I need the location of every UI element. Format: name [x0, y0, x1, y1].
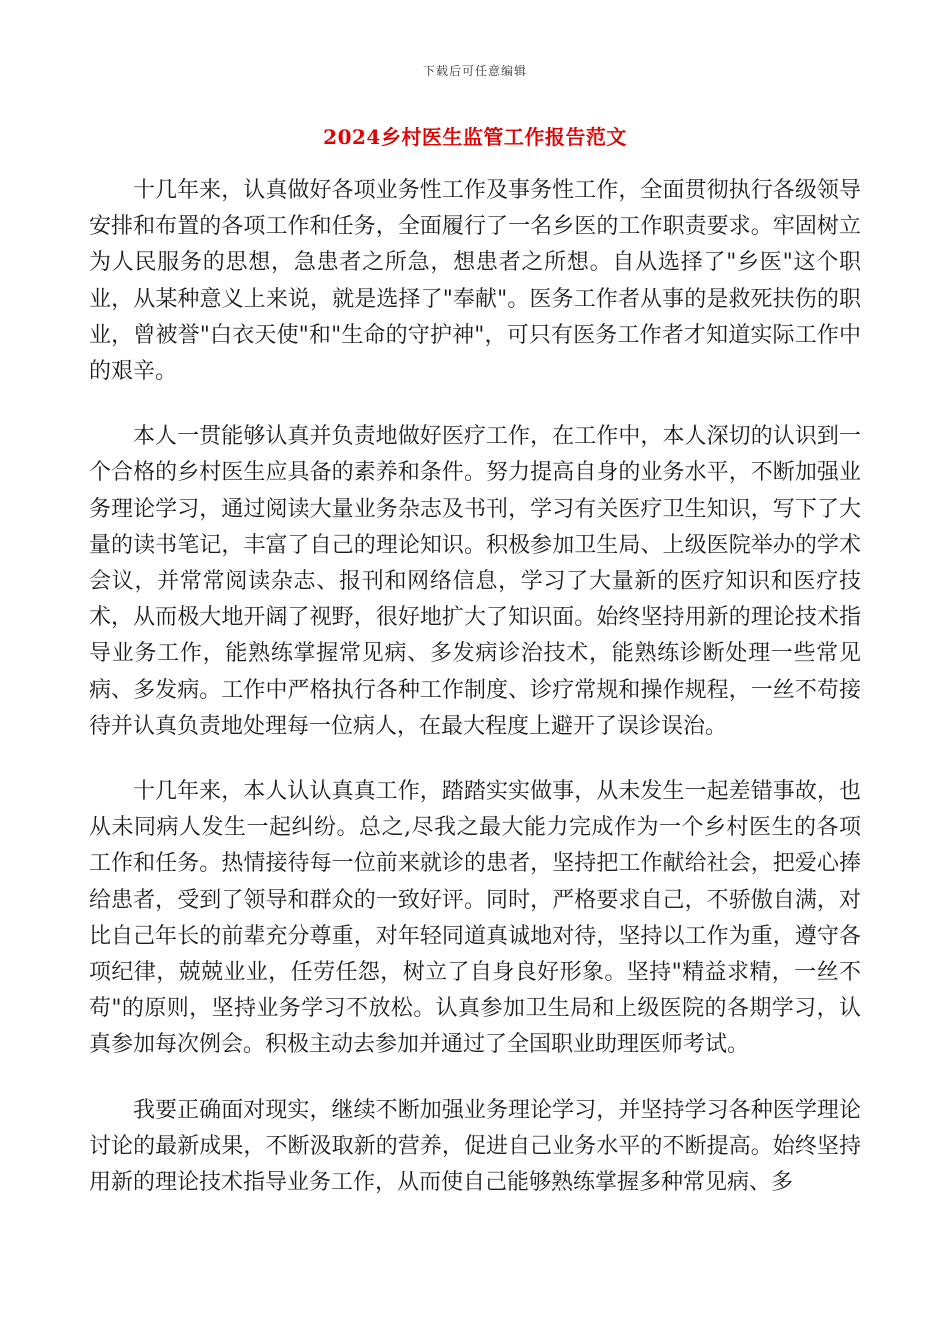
paragraph-3: 十几年来，本人认认真真工作，踏踏实实做事，从未发生一起差错事故，也从未同病人发生一起纠纷。总之,尽我之最大能力完成作为一个乡村医生的各项工作和任务。热情接待每一位前来就诊的患者，坚持把工作献给社会，把爱心捧给患者，受到了领导和群众的一致好评。同时，严格要求自己，不骄傲自满，对比自己年长的前辈充分尊重，对年轻同道真诚地对待，坚持以工作为重，遵守各项纪律，兢兢业业，任劳任怨，树立了自身良好形象。坚持"精益求精，一丝不苟"的原则，坚持业务学习不放松。认真参加卫生局和上级医院的各期学习，认真参加每次例会。积极主动去参加并通过了全国职业助理医师考试。	[89, 779, 861, 1058]
paragraph-4: 我要正确面对现实，继续不断加强业务理论学习，并坚持学习各种医学理论讨论的最新成果，不断汲取新的营养，促进自己业务水平的不断提高。始终坚持用新的理论技术指导业务工作，从而使自己能够熟练掌握多种常见病、多	[89, 1097, 861, 1196]
header-note: 下载后可任意编辑	[422, 64, 527, 78]
paragraph-2: 本人一贯能够认真并负责地做好医疗工作，在工作中，本人深切的认识到一个合格的乡村医生应具备的素养和条件。努力提高自身的业务水平，不断加强业务理论学习，通过阅读大量业务杂志及书刊，学习有关医疗卫生知识，写下了大量的读书笔记，丰富了自己的理论知识。积极参加卫生局、上级医院举办的学术会议，并常常阅读杂志、报刊和网络信息，学习了大量新的医疗知识和医疗技术，从而极大地开阔了视野，很好地扩大了知识面。始终坚持用新的理论技术指导业务工作，能熟练掌握常见病、多发病诊治技术，能熟练诊断处理一些常见病、多发病。工作中严格执行各种工作制度、诊疗常规和操作规程，一丝不苟接待并认真负责地处理每一位病人，在最大程度上避开了误诊误治。	[89, 424, 861, 739]
document-body	[89, 173, 861, 1230]
document-title: 2024乡村医生监管工作报告范文	[323, 125, 627, 149]
paragraph-1: 十几年来，认真做好各项业务性工作及事务性工作，全面贯彻执行各级领导安排和布置的各项工作和任务，全面履行了一名乡医的工作职责要求。牢固树立为人民服务的思想，急患者之所急，想患者之所想。自从选择了"乡医"这个职业，从某种意义上来说，就是选择了"奉献"。医务工作者从事的是救死扶伤的职业，曾被誉"白衣天使"和"生命的守护神"，可只有医务工作者才知道实际工作中的艰辛。	[89, 178, 861, 385]
